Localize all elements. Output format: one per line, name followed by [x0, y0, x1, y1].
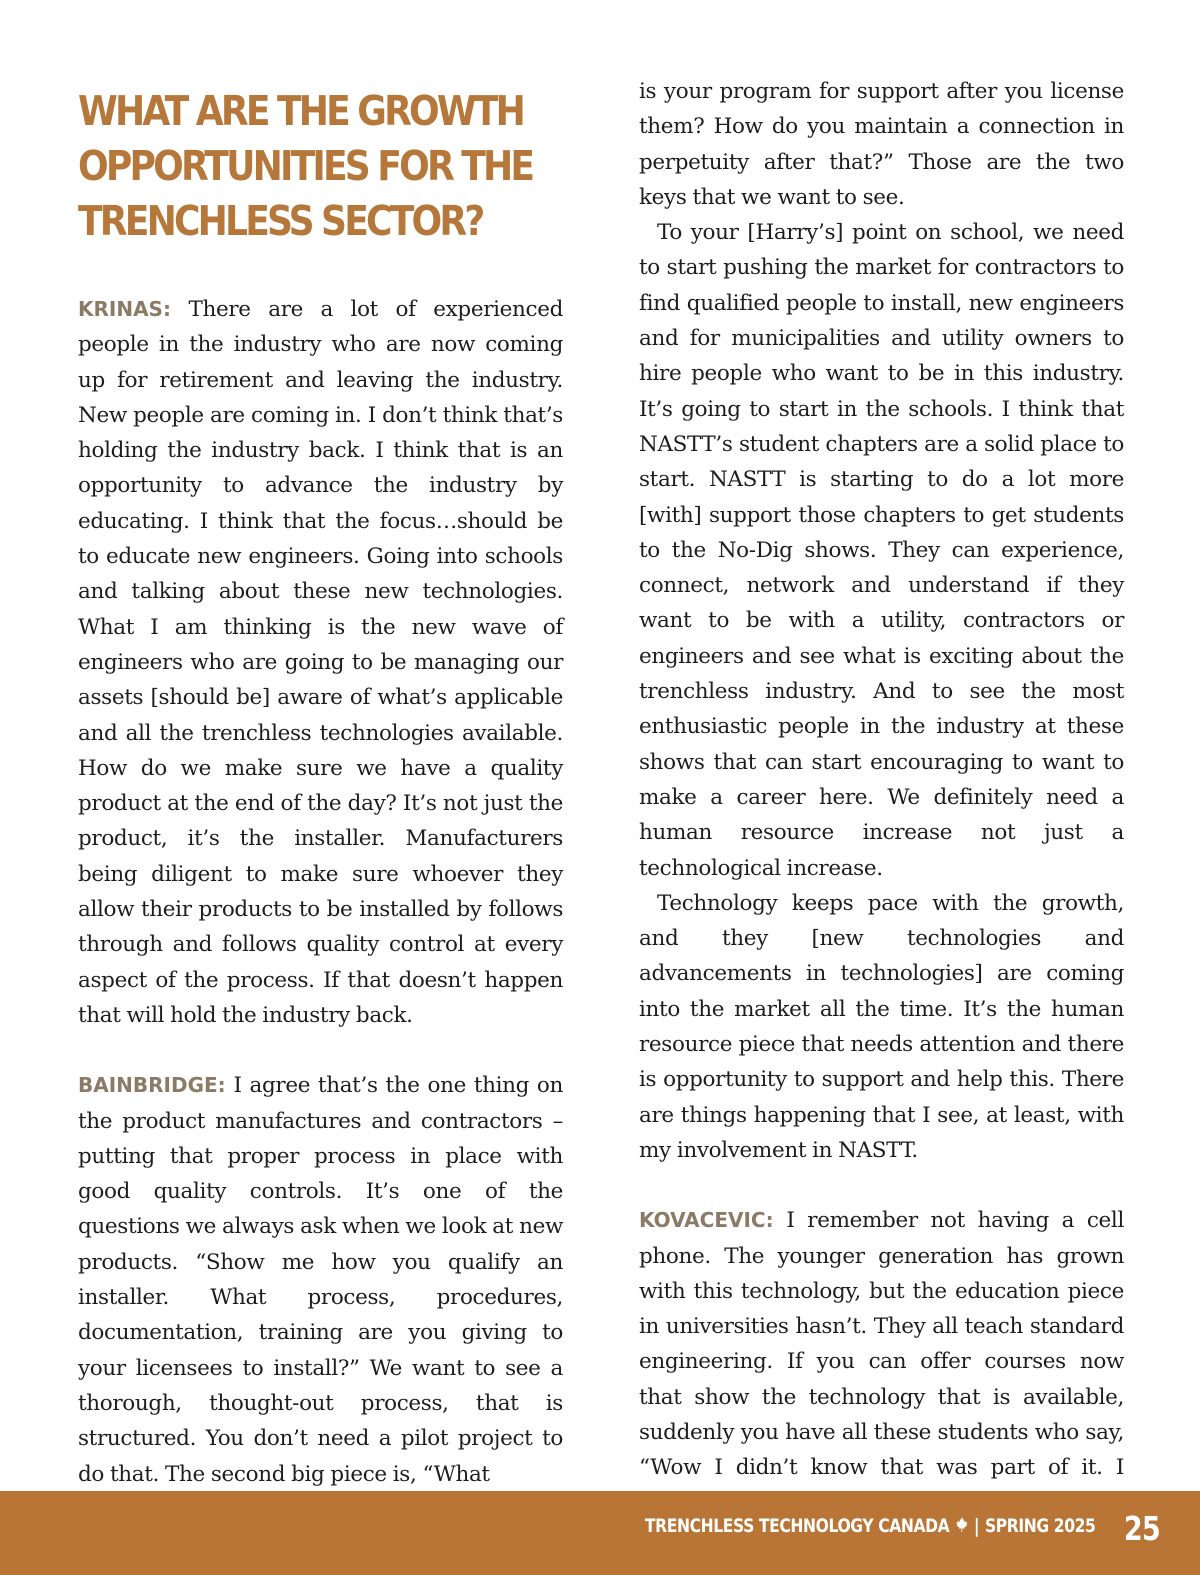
bainbridge-text: I agree that’s the one thing on the product manufactures and contractors – putting that proper process in place with good quality controls. It’s one of the questions we always ask when we look at new products. “Show me how you qualify an installer. What process, procedures, documentation, training are you giving to your licensees to install?” We want to see a thorough, thought-out process, that is structured. You don’t need a pilot project to do that. The second big piece is, “What — [78, 1073, 563, 1487]
krinas-text: There are a lot of experienced people in the industry who are now coming up for retirement and leaving the industry. New people are coming in. I don’t think that’s holding the industry back. I think that is an opportunity to advance the industry by educating. I think that the focus…should be to educate new engineers. Going into schools and talking about these new technologies. What I am thinking is the new wave of engineers who are going to be managing our assets [should be] aware of what’s applicable and all the trenchless technologies available. How do we make sure we have a quality product at the end of the day? It’s not just the product, it’s the installer. Manufacturers being diligent to make sure whoever they allow their products to be installed by follows through and follows quality control at every aspect of the process. If that doesn’t happen that will hold the industry back. — [78, 297, 563, 1028]
bainbridge-paragraph — [78, 1068, 563, 1492]
school-paragraph: To your [Harry’s] point on school, we need to start pushing the market for contractors to find qualified people to install, new engineers and for municipalities and utility owners to hire people who want to be in this industry. It’s going to start in the schools. I think that NASTT’s student chapters are a solid place to start. NASTT is starting to do a lot more [with] support those chapters to get students to the No-Dig shows. They can experience, connect, network and understand if they want to be with a utility, contractors or engineers and see what is exciting about the trenchless industry. And to see the most enthusiastic people in the industry at these shows that can start encouraging to want to make a career here. We definitely need a human resource increase not just a technological increase. — [639, 220, 1124, 881]
technology-paragraph: Technology keeps pace with the growth, and they [new technologies and advancements in technologies] are coming into the market all the time. It’s the human resource piece that needs attention and there is opportunity to support and help this. There are things happening that I see, at least, with my involvement in NASTT. — [639, 890, 1124, 1163]
maple-leaf-icon — [955, 1516, 969, 1537]
footer-credit — [644, 1515, 1095, 1537]
issue-date: SPRING 2025 — [984, 1515, 1095, 1537]
left-column — [78, 84, 563, 1492]
footer-divider: | — [973, 1515, 979, 1537]
speaker-bainbridge: BAINBRIDGE: — [78, 1073, 226, 1098]
right-column — [639, 74, 1124, 1521]
continuation-paragraph: is your program for support after you license them? How do you maintain a connection in perpetuity after that?” Those are the two keys that we want to see. — [639, 79, 1124, 210]
kovacevic-text: I remember not having a cell phone. The younger generation has grown with this technology, but the education piece in universities hasn’t. They all teach standard engineering. If you can offer courses now that show the technology that is available, suddenly you have all these students who say, “Wow I didn’t know that was part of it. I — [639, 1208, 1124, 1481]
krinas-paragraph — [78, 292, 563, 1033]
speaker-kovacevic: KOVACEVIC: — [639, 1208, 774, 1233]
publication-name: TRENCHLESS TECHNOLOGY CANADA — [644, 1515, 949, 1537]
article-headline: WHAT ARE THE GROWTH OPPORTUNITIES FOR THE TRENCHLESS SECTOR? — [78, 87, 533, 245]
page-number: 25 — [1123, 1509, 1160, 1548]
kovacevic-paragraph — [639, 1203, 1124, 1521]
speaker-krinas: KRINAS: — [78, 297, 171, 321]
page-footer — [0, 1491, 1200, 1575]
